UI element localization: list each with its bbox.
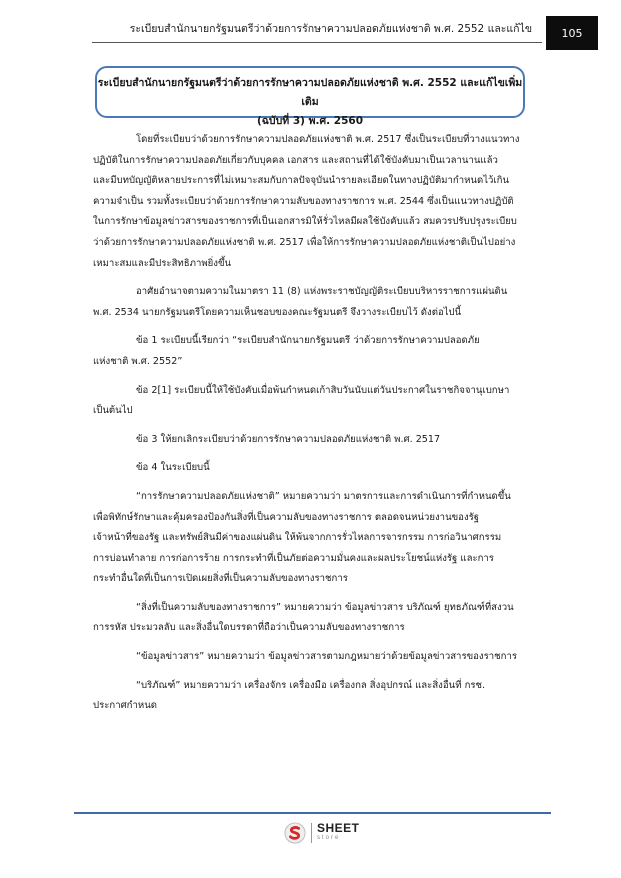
logo-wordmark — [317, 823, 360, 843]
text-line: กระทำอื่นใดที่เป็นการเปิดเผยสิ่งที่เป็นความลับของทางราชการ — [93, 573, 348, 585]
text-line: ประกาศกำหนด — [93, 700, 157, 712]
document-title-line-2: (ฉบับที่ 3) พ.ศ. 2560 — [256, 115, 364, 127]
text-line: และมีบทบัญญัติหลายประการที่ไม่เหมาะสมกับกาลปัจจุบันนำรายละเอียดในทางปฏิบัติมากำหนดไว้เกิน — [93, 175, 510, 187]
text-line: เหมาะสมและมีประสิทธิภาพยิ่งขึ้น — [93, 257, 232, 269]
logo-main-text: SHEET — [317, 821, 360, 835]
definition-equipment — [93, 676, 525, 717]
document-body — [93, 122, 525, 717]
text-line: เพื่อพิทักษ์รักษาและคุ้มครองป้องกันสิ่งที่เป็นความลับของทางราชการ ตลอดจนหน่วยงานของรัฐ — [93, 511, 480, 523]
sheet-store-logo-icon — [284, 822, 306, 844]
text-line: ข้อ 2[1] ระเบียบนี้ให้ใช้บังคับเมื่อพ้นกำหนดเก้าสิบวันนับแต่วันประกาศในราชกิจจานุเบกษา — [136, 384, 510, 396]
header-rule — [92, 42, 542, 43]
text-line: โดยที่ระเบียบว่าด้วยการรักษาความปลอดภัยแห่งชาติ พ.ศ. 2517 ซึ่งเป็นระเบียบที่วางแนวทาง — [136, 134, 520, 145]
text-line: “สิ่งที่เป็นความลับของทางราชการ” หมายความว่า ข้อมูลข่าวสาร บริภัณฑ์ ยุทธภัณฑ์ที่สงวน — [136, 601, 514, 613]
text-line: พ.ศ. 2534 นายกรัฐมนตรีโดยความเห็นชอบของคณะรัฐมนตรี จึงวางระเบียบไว้ ดังต่อไปนี้ — [93, 306, 462, 318]
clause-2 — [93, 381, 525, 422]
sheet-store-logo — [284, 820, 360, 846]
text-line: การรหัส ประมวลลับ และสิ่งอื่นใดบรรดาที่ถือว่าเป็นความลับของทางราชการ — [93, 622, 405, 634]
text-line: ข้อ 1 ระเบียบนี้เรียกว่า “ระเบียบสำนักนายกรัฐมนตรี ว่าด้วยการรักษาความปลอดภัย — [136, 335, 480, 347]
text-line: เป็นต้นไป — [93, 405, 133, 417]
text-line: “บริภัณฑ์” หมายความว่า เครื่องจักร เครื่องมือ เครื่องกล สิ่งอุปกรณ์ และสิ่งอื่นที่ กรช. — [136, 679, 486, 691]
text-line: อาศัยอำนาจตามความในมาตรา 11 (8) แห่งพระราชบัญญัติระเบียบบริหารราชการแผ่นดิน — [136, 286, 508, 298]
footer-rule — [74, 812, 551, 814]
text-line: ว่าด้วยการรักษาความปลอดภัยแห่งชาติ พ.ศ. 2517 เพื่อให้การรักษาความปลอดภัยแห่งชาติเป็นไปอย่าง — [93, 236, 516, 248]
authority-paragraph — [93, 282, 525, 323]
definition-secret — [93, 598, 525, 639]
text-line: “การรักษาความปลอดภัยแห่งชาติ” หมายความว่า มาตรการและการดำเนินการที่กำหนดขึ้น — [136, 490, 511, 502]
document-title-line-1: ระเบียบสำนักนายกรัฐมนตรีว่าด้วยการรักษาความปลอดภัยแห่งชาติ พ.ศ. 2552 และแก้ไขเพิ่มเติม — [97, 77, 523, 108]
document-title-box — [95, 66, 525, 127]
logo-divider — [311, 823, 312, 843]
definition-information: “ข้อมูลข่าวสาร” หมายความว่า ข้อมูลข่าวสารตามกฎหมายว่าด้วยข้อมูลข่าวสารของราชการ — [136, 651, 518, 663]
clause-3: ข้อ 3 ให้ยกเลิกระเบียบว่าด้วยการรักษาความปลอดภัยแห่งชาติ พ.ศ. 2517 — [136, 433, 441, 445]
logo-sub-text: store — [317, 835, 341, 841]
text-line: ปฏิบัติในการรักษาความปลอดภัยเกี่ยวกับบุคคล เอกสาร และสถานที่ได้ใช้บังคับมาเป็นเวลานานแล้ว — [93, 154, 498, 166]
text-line: ความจำเป็น รวมทั้งระเบียบว่าด้วยการรักษาความลับของทางราชการ พ.ศ. 2544 ซึ่งเป็นแนวทางปฏิบัติ — [93, 195, 514, 207]
text-line: แห่งชาติ พ.ศ. 2552” — [93, 355, 183, 367]
text-line: การบ่อนทำลาย การก่อการร้าย การกระทำที่เป็นภัยต่อความมั่นคงและผลประโยชน์แห่งรัฐ และการ — [93, 552, 494, 564]
clause-4: ข้อ 4 ในระเบียบนี้ — [136, 462, 210, 474]
definition-security — [93, 487, 525, 590]
clause-1 — [93, 331, 525, 372]
page-number: 105 — [546, 16, 598, 50]
running-header: ระเบียบสำนักนายกรัฐมนตรีว่าด้วยการรักษาความปลอดภัยแห่งชาติ พ.ศ. 2552 และแก้ไข — [129, 23, 532, 35]
text-line: เจ้าหน้าที่ของรัฐ และทรัพย์สินมีค่าของแผ่นดิน ให้พ้นจากการรั่วไหลการจารกรรม การก่อวินาศกรรม — [93, 532, 502, 544]
preamble-paragraph — [93, 130, 525, 274]
text-line: ในการรักษาข้อมูลข่าวสารของราชการที่เป็นเอกสารมิให้รั่วไหลมีผลใช้บังคับแล้ว สมควรปรับปรุงระเบียบ — [93, 216, 517, 228]
